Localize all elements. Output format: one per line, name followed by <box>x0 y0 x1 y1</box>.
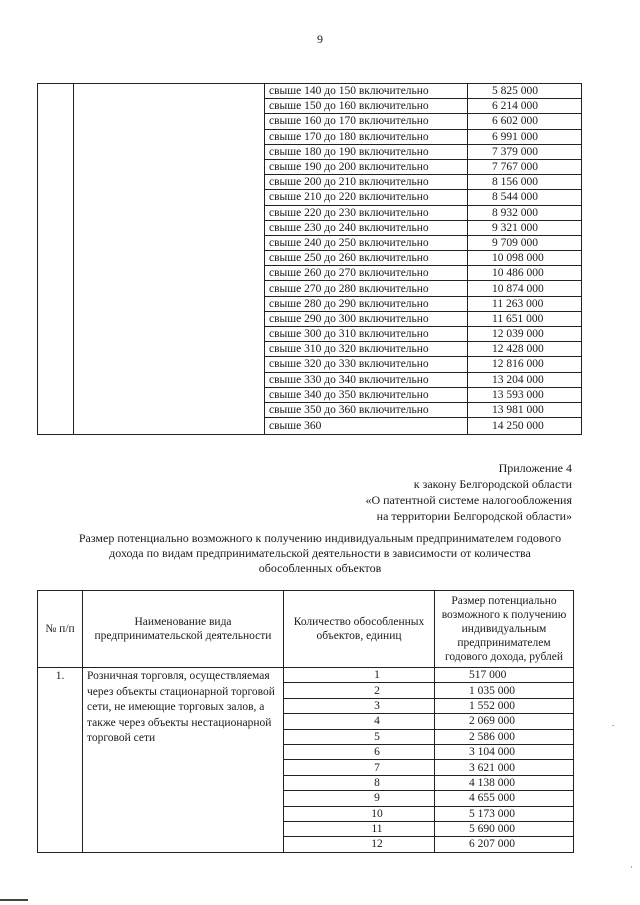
income-cell: 1 552 000 <box>435 698 574 713</box>
amount-cell: 13 593 000 <box>468 387 582 402</box>
table-row <box>38 668 574 683</box>
count-cell: 1 <box>284 668 435 683</box>
continuation-table <box>37 83 582 435</box>
appendix-line-1: к закону Белгородской области <box>413 477 572 491</box>
income-cell: 4 655 000 <box>435 791 574 806</box>
count-cell: 10 <box>284 806 435 821</box>
range-cell: свыше 200 до 210 включительно <box>265 175 468 190</box>
header-num: № п/п <box>38 591 83 668</box>
income-cell: 3 104 000 <box>435 744 574 759</box>
income-table <box>37 590 574 853</box>
header-activity: Наименование вида предпринимательской деятельности <box>83 591 284 668</box>
income-cell: 1 035 000 <box>435 683 574 698</box>
income-cell: 4 138 000 <box>435 775 574 790</box>
range-cell: свыше 340 до 350 включительно <box>265 387 468 402</box>
heading-line-2: дохода по видам предпринимательской деятельности в зависимости от количества <box>109 546 531 560</box>
scan-mark: · <box>630 862 633 872</box>
amount-cell: 6 991 000 <box>468 129 582 144</box>
page-number: 9 <box>317 32 323 46</box>
amount-cell: 7 767 000 <box>468 159 582 174</box>
count-cell: 4 <box>284 714 435 729</box>
count-cell: 11 <box>284 821 435 836</box>
amount-cell: 11 263 000 <box>468 296 582 311</box>
amount-cell: 9 321 000 <box>468 220 582 235</box>
amount-cell: 13 981 000 <box>468 402 582 417</box>
amount-cell: 8 932 000 <box>468 205 582 220</box>
amount-cell: 10 486 000 <box>468 266 582 281</box>
amount-cell: 12 428 000 <box>468 342 582 357</box>
count-cell: 2 <box>284 683 435 698</box>
range-cell: свыше 320 до 330 включительно <box>265 357 468 372</box>
section-heading <box>40 531 600 576</box>
income-cell: 2 586 000 <box>435 729 574 744</box>
range-cell: свыше 230 до 240 включительно <box>265 220 468 235</box>
range-cell: свыше 220 до 230 включительно <box>265 205 468 220</box>
appendix-title: Приложение 4 <box>498 461 572 475</box>
range-cell: свыше 330 до 340 включительно <box>265 372 468 387</box>
count-cell: 3 <box>284 698 435 713</box>
income-cell: 3 621 000 <box>435 760 574 775</box>
amount-cell: 13 204 000 <box>468 372 582 387</box>
income-cell: 517 000 <box>435 668 574 683</box>
amount-cell: 6 214 000 <box>468 99 582 114</box>
range-cell: свыше 270 до 280 включительно <box>265 281 468 296</box>
amount-cell: 12 039 000 <box>468 327 582 342</box>
count-cell: 5 <box>284 729 435 744</box>
range-cell: свыше 360 <box>265 418 468 435</box>
activity-num: 1. <box>38 668 83 853</box>
range-cell: свыше 290 до 300 включительно <box>265 311 468 326</box>
activity-name: Розничная торговля, осуществляемая через объекты стационарной торговой сети, не имеющие торговых залов, а также через объекты нестационарной торговой сети <box>83 668 284 853</box>
count-cell: 7 <box>284 760 435 775</box>
income-cell: 6 207 000 <box>435 837 574 852</box>
range-cell: свыше 260 до 270 включительно <box>265 266 468 281</box>
range-cell: свыше 140 до 150 включительно <box>265 84 468 99</box>
income-cell: 5 690 000 <box>435 821 574 836</box>
appendix-line-2: «О патентной системе налогообложения <box>365 493 572 507</box>
amount-cell: 12 816 000 <box>468 357 582 372</box>
range-cell: свыше 150 до 160 включительно <box>265 99 468 114</box>
range-cell: свыше 300 до 310 включительно <box>265 327 468 342</box>
scan-mark: . <box>612 718 615 728</box>
count-cell: 6 <box>284 744 435 759</box>
count-cell: 12 <box>284 837 435 852</box>
range-cell: свыше 250 до 260 включительно <box>265 251 468 266</box>
count-cell: 9 <box>284 791 435 806</box>
header-count: Количество обособленных объектов, единиц <box>284 591 435 668</box>
range-cell: свыше 170 до 180 включительно <box>265 129 468 144</box>
table-header-row <box>38 591 574 668</box>
table-row <box>38 84 582 99</box>
amount-cell: 8 156 000 <box>468 175 582 190</box>
amount-cell: 9 709 000 <box>468 235 582 250</box>
empty-num-cell <box>38 84 74 435</box>
income-cell: 5 173 000 <box>435 806 574 821</box>
count-cell: 8 <box>284 775 435 790</box>
amount-cell: 8 544 000 <box>468 190 582 205</box>
range-cell: свыше 280 до 290 включительно <box>265 296 468 311</box>
appendix-header <box>365 460 572 524</box>
header-income: Размер потенциально возможного к получению индивидуальным предпринимателем годового дохода, рублей <box>435 591 574 668</box>
range-cell: свыше 240 до 250 включительно <box>265 235 468 250</box>
income-cell: 2 069 000 <box>435 714 574 729</box>
amount-cell: 5 825 000 <box>468 84 582 99</box>
range-cell: свыше 350 до 360 включительно <box>265 402 468 417</box>
amount-cell: 7 379 000 <box>468 144 582 159</box>
amount-cell: 11 651 000 <box>468 311 582 326</box>
footer-line <box>0 899 28 901</box>
range-cell: свыше 310 до 320 включительно <box>265 342 468 357</box>
appendix-line-3: на территории Белгородской области» <box>376 509 572 523</box>
empty-activity-cell <box>74 84 265 435</box>
amount-cell: 6 602 000 <box>468 114 582 129</box>
range-cell: свыше 180 до 190 включительно <box>265 144 468 159</box>
range-cell: свыше 160 до 170 включительно <box>265 114 468 129</box>
range-cell: свыше 190 до 200 включительно <box>265 159 468 174</box>
heading-line-1: Размер потенциально возможного к получению индивидуальным предпринимателем годового <box>78 531 562 545</box>
amount-cell: 14 250 000 <box>468 418 582 435</box>
heading-line-3: обособленных объектов <box>258 561 382 575</box>
amount-cell: 10 098 000 <box>468 251 582 266</box>
amount-cell: 10 874 000 <box>468 281 582 296</box>
range-cell: свыше 210 до 220 включительно <box>265 190 468 205</box>
